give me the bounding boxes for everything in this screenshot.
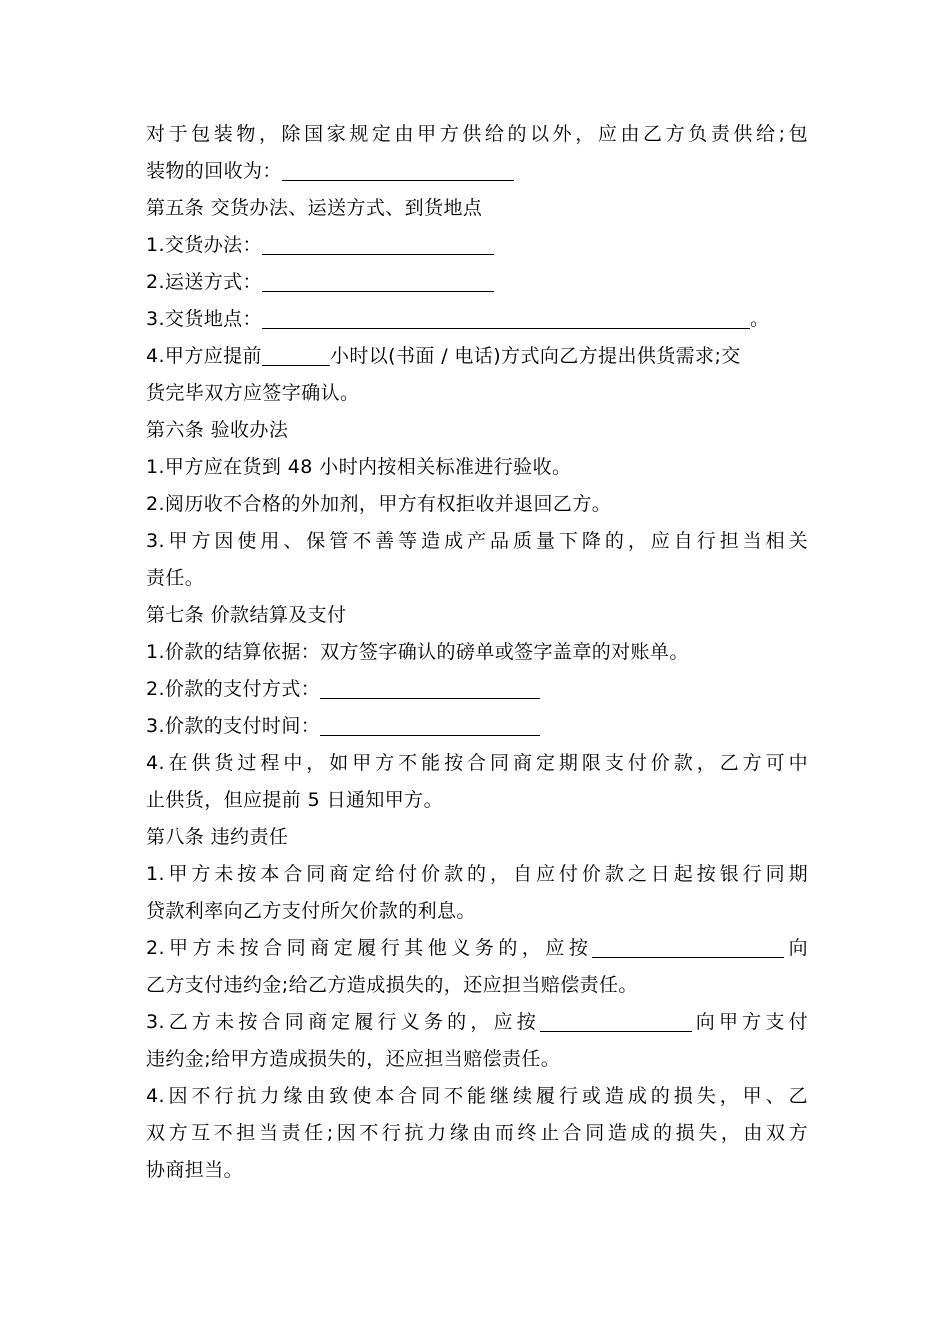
fill-in-blank[interactable] — [262, 306, 750, 329]
paragraph-line — [146, 856, 808, 893]
fill-in-blank[interactable] — [262, 232, 494, 255]
line-text: 4.在供货过程中，如甲方不能按合同商定期限支付价款，乙方可中 — [146, 752, 808, 774]
line-text-after: 向 — [784, 937, 808, 959]
paragraph-line — [146, 1078, 808, 1115]
line-text-after: 小时以(书面 / 电话)方式向乙方提出供货需求;交 — [329, 345, 741, 367]
line-text: 1.甲方未按本合同商定给付价款的，自应付价款之日起按银行同期 — [146, 863, 808, 885]
paragraph-line — [146, 930, 808, 967]
paragraph-line — [146, 745, 808, 782]
section-heading — [146, 597, 808, 634]
paragraph-line — [146, 782, 808, 819]
paragraph-line — [146, 338, 808, 375]
line-text-before: 2.甲方未按合同商定履行其他义务的，应按 — [146, 937, 593, 959]
line-text: 4.因不行抗力缘由致使本合同不能继续履行或造成的损失，甲、乙 — [146, 1085, 808, 1107]
line-text-after: 。 — [749, 308, 770, 330]
paragraph-line — [146, 708, 808, 745]
fill-in-blank[interactable] — [320, 713, 540, 736]
line-text: 乙方支付违约金;给乙方造成损失的，还应担当赔偿责任。 — [146, 974, 638, 996]
fill-in-blank[interactable] — [262, 343, 330, 366]
line-text: 第八条 违约责任 — [146, 826, 289, 848]
section-heading — [146, 412, 808, 449]
paragraph-line — [146, 1115, 808, 1152]
paragraph-line — [146, 523, 808, 560]
line-text-before: 2.价款的支付方式： — [146, 678, 321, 700]
paragraph-line — [146, 893, 808, 930]
line-text-before: 3.价款的支付时间： — [146, 715, 321, 737]
line-text-before: 1.交货办法： — [146, 234, 262, 256]
paragraph-line — [146, 967, 808, 1004]
paragraph-line — [146, 227, 808, 264]
line-text: 对于包装物，除国家规定由甲方供给的以外，应由乙方负责供给;包 — [146, 123, 808, 145]
line-text: 货完毕双方应签字确认。 — [146, 382, 360, 404]
paragraph-line — [146, 560, 808, 597]
fill-in-blank[interactable] — [320, 676, 540, 699]
line-text: 3.甲方因使用、保管不善等造成产品质量下降的，应自行担当相关 — [146, 530, 808, 552]
paragraph-line — [146, 671, 808, 708]
paragraph-line — [146, 375, 808, 412]
paragraph-line — [146, 153, 808, 190]
section-heading — [146, 819, 808, 856]
fill-in-blank[interactable] — [282, 158, 514, 181]
line-text: 1.价款的结算依据：双方签字确认的磅单或签字盖章的对账单。 — [146, 641, 689, 663]
line-text: 贷款利率向乙方支付所欠价款的利息。 — [146, 900, 476, 922]
paragraph-line — [146, 1004, 808, 1041]
line-text-after: 向甲方支付 — [691, 1011, 808, 1033]
line-text: 协商担当。 — [146, 1159, 244, 1181]
fill-in-blank[interactable] — [592, 935, 784, 958]
line-text: 1.甲方应在货到 48 小时内按相关标准进行验收。 — [146, 456, 572, 478]
line-text: 第六条 验收办法 — [146, 419, 289, 441]
line-text-before: 3.交货地点： — [146, 308, 262, 330]
document-page — [146, 116, 808, 1189]
fill-in-blank[interactable] — [262, 269, 494, 292]
line-text: 第五条 交货办法、运送方式、到货地点 — [146, 197, 483, 219]
line-text-before: 装物的回收为： — [146, 160, 282, 182]
paragraph-line — [146, 486, 808, 523]
paragraph-line — [146, 264, 808, 301]
line-text: 责任。 — [146, 567, 205, 589]
paragraph-line — [146, 1152, 808, 1189]
paragraph-line — [146, 1041, 808, 1078]
fill-in-blank[interactable] — [540, 1009, 692, 1032]
line-text: 止供货，但应提前 5 日通知甲方。 — [146, 789, 443, 811]
line-text: 第七条 价款结算及支付 — [146, 604, 347, 626]
line-text: 2.阅历收不合格的外加剂，甲方有权拒收并退回乙方。 — [146, 493, 612, 515]
line-text: 双方互不担当责任;因不行抗力缘由而终止合同造成的损失，由双方 — [146, 1122, 808, 1144]
paragraph-line — [146, 301, 808, 338]
line-text-before: 3.乙方未按合同商定履行义务的，应按 — [146, 1011, 540, 1033]
paragraph-line — [146, 634, 808, 671]
line-text: 违约金;给甲方造成损失的，还应担当赔偿责任。 — [146, 1048, 561, 1070]
paragraph-line — [146, 116, 808, 153]
paragraph-line — [146, 449, 808, 486]
section-heading — [146, 190, 808, 227]
line-text-before: 2.运送方式： — [146, 271, 262, 293]
line-text-before: 4.甲方应提前 — [146, 345, 262, 367]
